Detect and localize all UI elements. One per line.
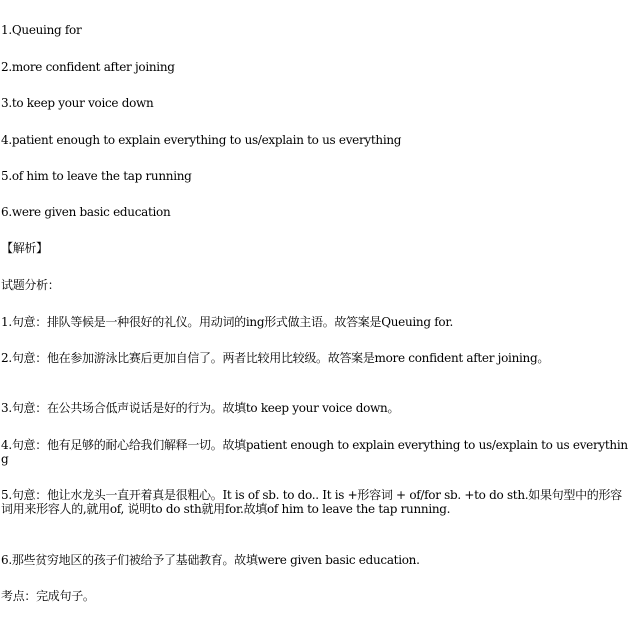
explanation-4: 4.句意：他有足够的耐心给我们解释一切。故填patient enough to explain everything to us/explain to us everything [1, 438, 628, 466]
test-point: 考点：完成句子。 [1, 589, 95, 603]
explanation-6: 6.那些贫穷地区的孩子们被给予了基础教育。故填were given basic education. [1, 553, 420, 567]
answer-line-5: 5.of him to leave the tap running [1, 169, 192, 183]
explanation-3: 3.句意：在公共场合低声说话是好的行为。故填to keep your voice down。 [1, 401, 400, 415]
answer-line-3: 3.to keep your voice down [1, 96, 154, 110]
answer-line-1: 1.Queuing for [1, 23, 82, 37]
answer-line-4: 4.patient enough to explain everything to us/explain to us everything [1, 133, 402, 147]
explanation-2: 2.句意：他在参加游泳比赛后更加自信了。两者比较用比较级。故答案是more confident after joining。 [1, 351, 550, 365]
answer-line-2: 2.more confident after joining [1, 60, 175, 74]
analysis-heading: 【解析】 [1, 241, 48, 255]
explanation-1: 1.句意：排队等候是一种很好的礼仪。用动词的ing形式做主语。故答案是Queuing for. [1, 315, 453, 329]
analysis-intro: 试题分析： [1, 278, 60, 292]
answer-line-6: 6.were given basic education [1, 205, 171, 219]
explanation-5: 5.句意：他让水龙头一直开着真是很粗心。It is of sb. to do.. It is +形容词 + of/for sb. +to do sth.如果句型中的形容词用来形容人的,就用of, 说明to do sth就用for.故填of him to leave the tap running. [1, 488, 622, 516]
